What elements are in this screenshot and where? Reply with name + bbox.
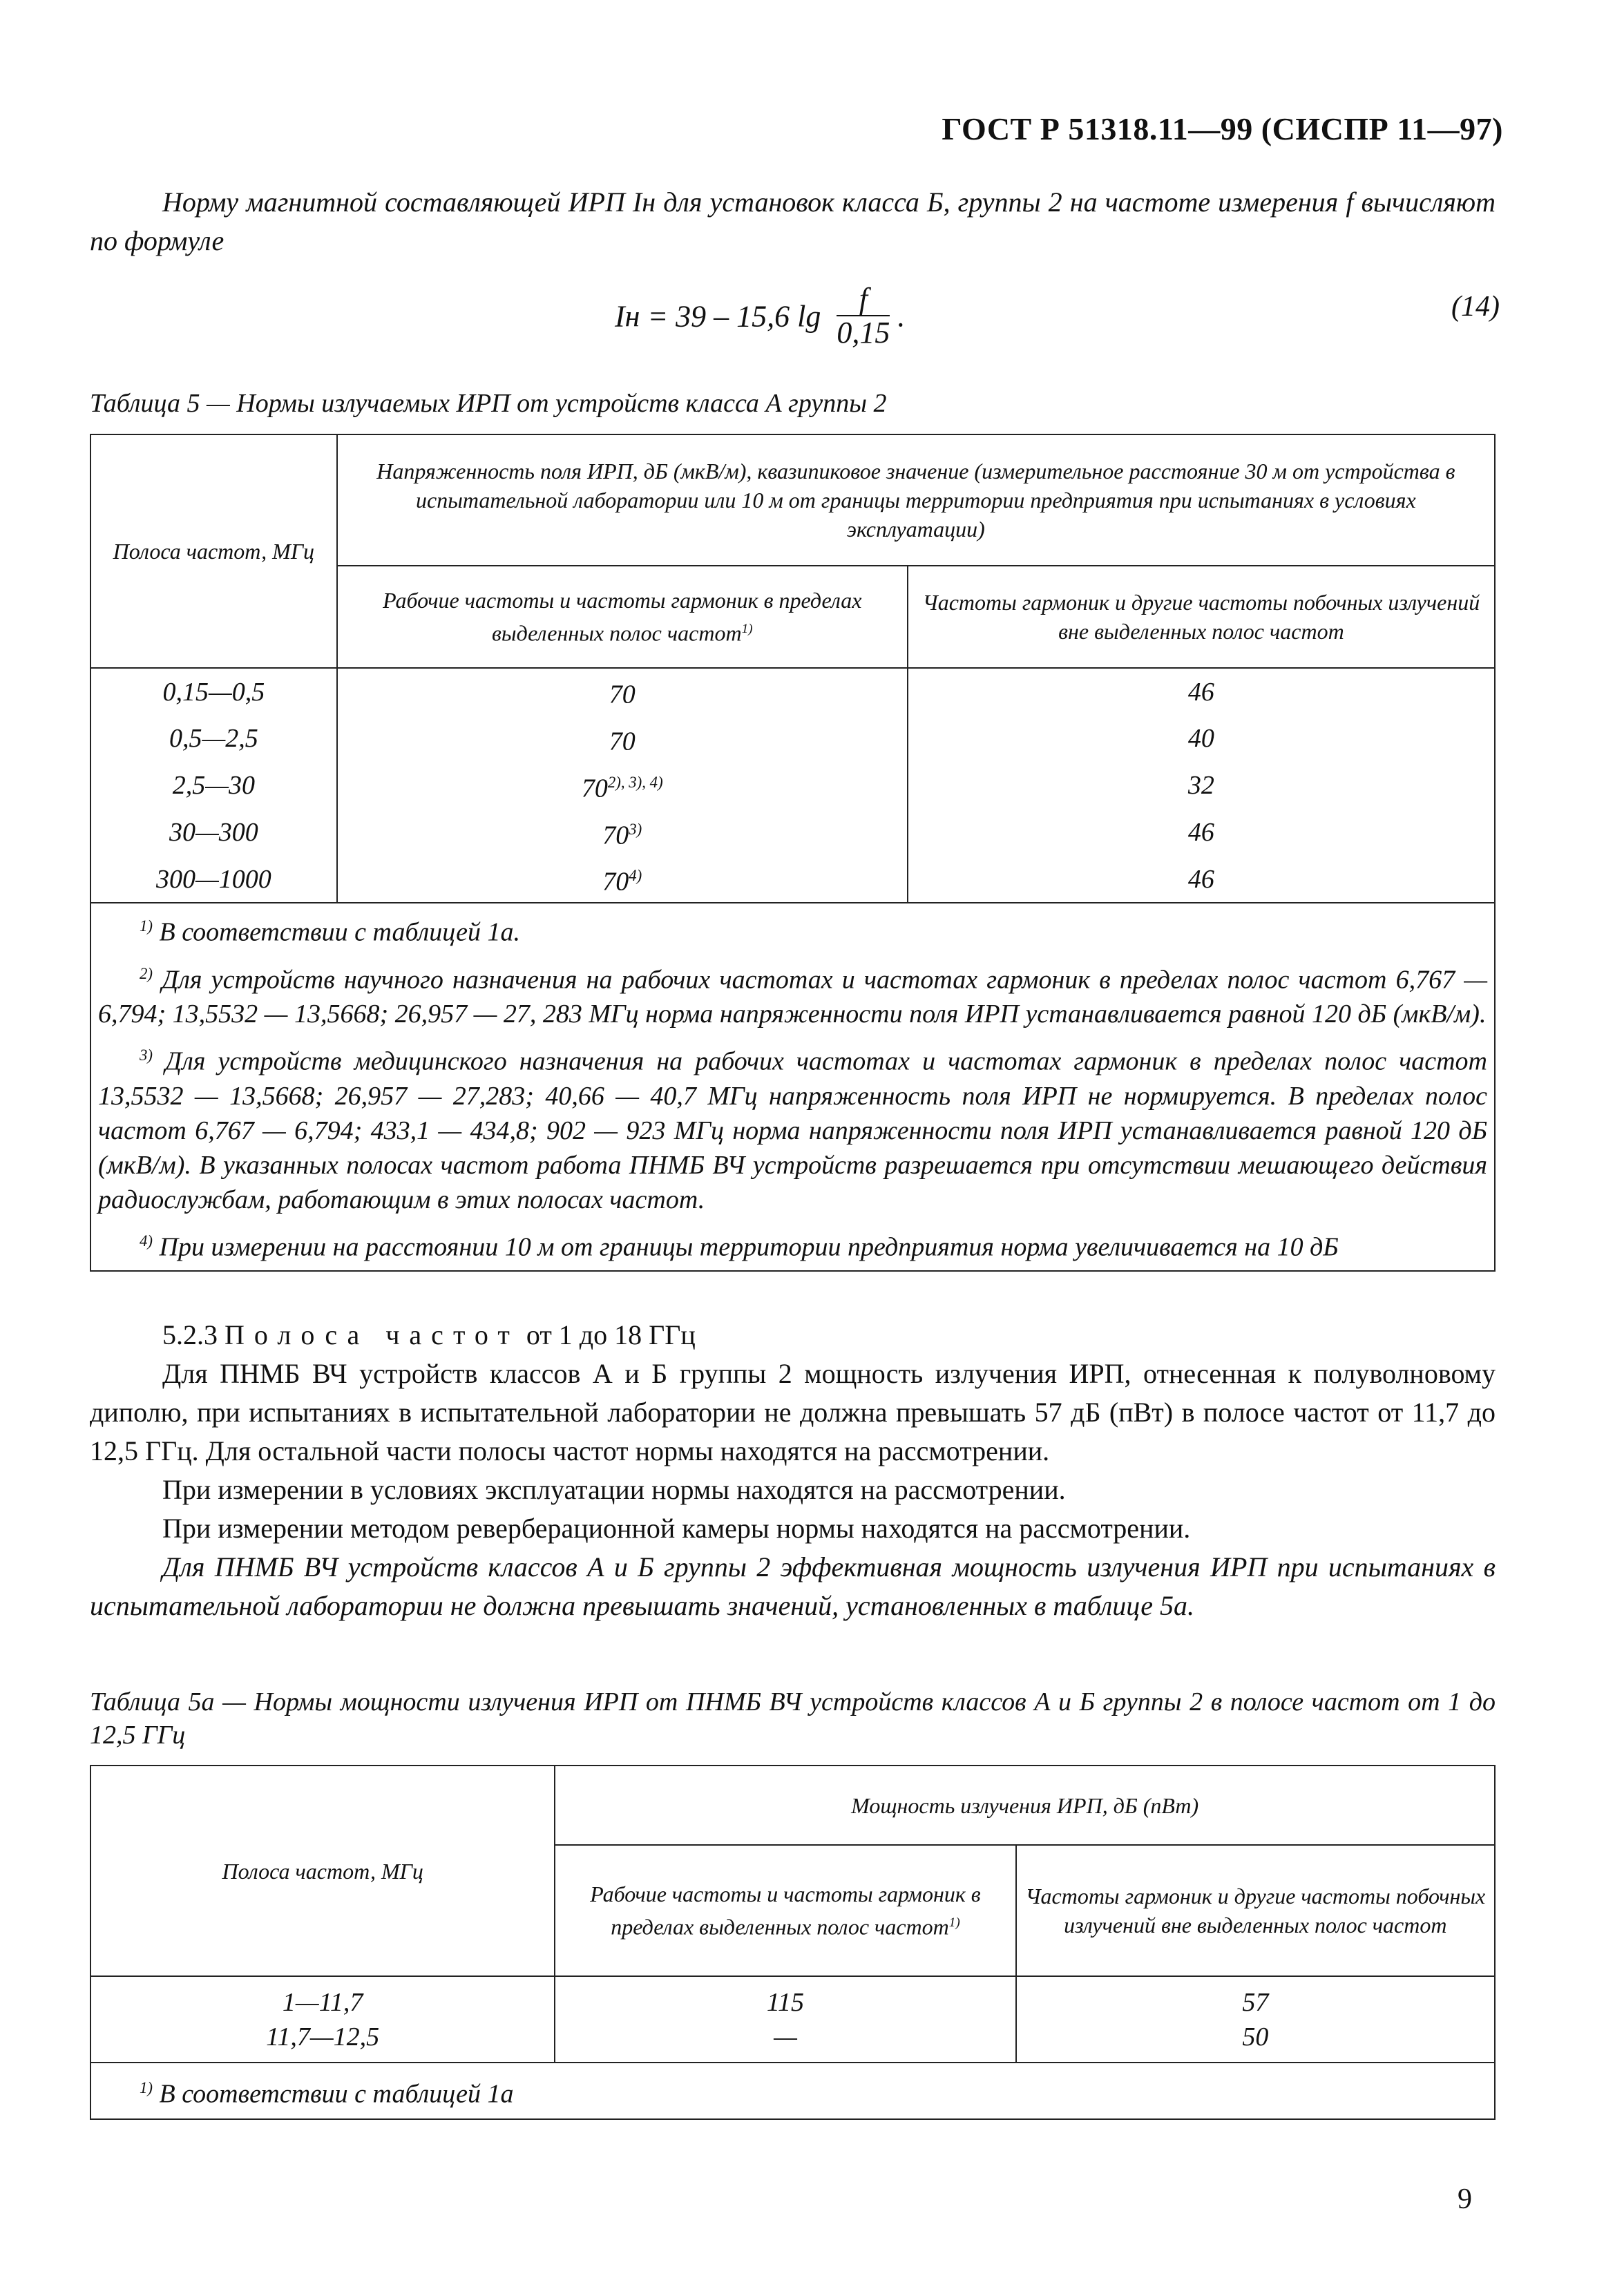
intro-paragraph: Норму магнитной составляющей ИРП Iн для установок класса Б, группы 2 на частоте измерения f вычисляют по формуле — [90, 186, 1496, 256]
formula-lhs: Iн = 39 – 15,6 lg — [615, 299, 821, 334]
section-paragraph: При измерении в условиях эксплуатации нормы находятся на рассмотрении. — [162, 1474, 1066, 1505]
section-paragraph: При измерении методом реверберационной камеры нормы находятся на рассмотрении. — [162, 1513, 1191, 1544]
table5a-footnote: $^{1)}$ В соответствии с таблицей 1а — [90, 2063, 1495, 2119]
table-row: 300—1000 70$^{4)}$ 46 — [90, 856, 1495, 903]
formula-denominator: 0,15 — [837, 316, 890, 350]
table5a-header-band: Полоса частот, МГц — [90, 1766, 555, 1976]
table5-footnotes — [90, 903, 1495, 1271]
table5a-header-work: Рабочие частоты и частоты гармоник в пределах выделенных полос частот$^{1)}$ — [555, 1845, 1015, 1976]
table-row: 1—11,7 11,7—12,5 115 — 57 50 — [90, 1976, 1495, 2063]
table-5a — [90, 1765, 1496, 2120]
table-row: 2,5—30 $70^{2), 3), 4)}$ 32 — [90, 762, 1495, 809]
formula-numerator: f — [837, 283, 890, 316]
section-heading: 5.2.3 Полоса частот от 1 до 18 ГГц — [162, 1319, 696, 1350]
section-paragraph: Для ПНМБ ВЧ устройств классов А и Б группы 2 мощность излучения ИРП, отнесенная к полуволновому диполю, при испытаниях в испытательной лаборатории не должна превышать 57 дБ (пВт) в полосе частот от 11,7 до 12,5 ГГц. Для остальной части полосы частот нормы находятся на рассмотрении. — [90, 1358, 1496, 1466]
table5a-header-power: Мощность излучения ИРП, дБ (пВт) — [555, 1766, 1495, 1845]
table5-footnote-2: $^{2)}$ Для устройств научного назначения на рабочих частотах и частотах гармоник в пределах полос частот 6,767 — 6,794; 13,5532 — 13,5668; 26,957 — 27, 283 МГц норма напряженности поля ИРП устанавливается равной 120 дБ (мкВ/м). — [98, 964, 1487, 1029]
section-5-2-3 — [90, 1316, 1496, 1625]
page-number: 9 — [1458, 2183, 1472, 2215]
formula-14 — [615, 283, 974, 359]
table-row: 30—300 70$^{3)}$ 46 — [90, 809, 1495, 856]
table5a-caption: Таблица 5а — Нормы мощности излучения ИРП от ПНМБ ВЧ устройств классов А и Б группы 2 в полосе частот от 1 до 12,5 ГГц — [90, 1687, 1496, 1750]
formula-fraction — [837, 283, 890, 350]
document-header: ГОСТ Р 51318.11—99 (СИСПР 11—97) — [942, 111, 1503, 146]
table5-header-work: Рабочие частоты и частоты гармоник в пределах выделенных полос частот$^{1)}$ — [337, 566, 908, 668]
section-italic-paragraph: Для ПНМБ ВЧ устройств классов А и Б группы 2 эффективная мощность излучения ИРП при испытаниях в испытательной лаборатории не должна превышать значений, установленных в таблице 5а. — [90, 1551, 1496, 1621]
table5a-header-harm: Частоты гармоник и другие частоты побочных излучений вне выделенных полос частот — [1016, 1845, 1495, 1976]
table-5 — [90, 434, 1496, 1272]
formula-tail: . — [897, 299, 906, 334]
equation-number: (14) — [1451, 291, 1500, 323]
table5-caption: Таблица 5 — Нормы излучаемых ИРП от устройств класса А группы 2 — [90, 389, 887, 418]
table-row: 0,5—2,5 70 40 — [90, 715, 1495, 762]
table5-footnote-3: $^{3)}$ Для устройств медицинского назначения на рабочих частотах и частотах гармоник в пределах полос частот 13,5532 — 13,5668; 26,957 — 27,283; 40,66 — 40,7 МГц напряженность поля ИРП не нормируется. В пределах полос частот 6,767 — 6,794; 433,1 — 434,8; 902 — 923 МГц норма напряженности поля ИРП устанавливается равной 120 дБ (мкВ/м). В указанных полосах частот работа ПНМБ ВЧ устройств разрешается при отсутствии мешающего действия радиослужбам, работающим в этих полосах частот. — [98, 1046, 1487, 1214]
table5-footnote-1: $^{1)}$ В соответствии с таблицей 1а. — [140, 917, 520, 947]
table5-header-harm: Частоты гармоник и другие частоты побочных излучений вне выделенных полос частот — [908, 566, 1495, 668]
table5-header-band: Полоса частот, МГц — [90, 434, 337, 668]
table5-header-field: Напряженность поля ИРП, дБ (мкВ/м), квазипиковое значение (измерительное расстояние 30 м от устройства в испытательной лаборатории или 10 м от границы территории предприятия при испытаниях в условиях эксплуатации) — [337, 434, 1495, 566]
table-row: 0,15—0,5 70 46 — [90, 668, 1495, 715]
table5-footnote-4: $^{4)}$ При измерении на расстоянии 10 м от границы территории предприятия норма увеличивается на 10 дБ — [140, 1232, 1339, 1262]
